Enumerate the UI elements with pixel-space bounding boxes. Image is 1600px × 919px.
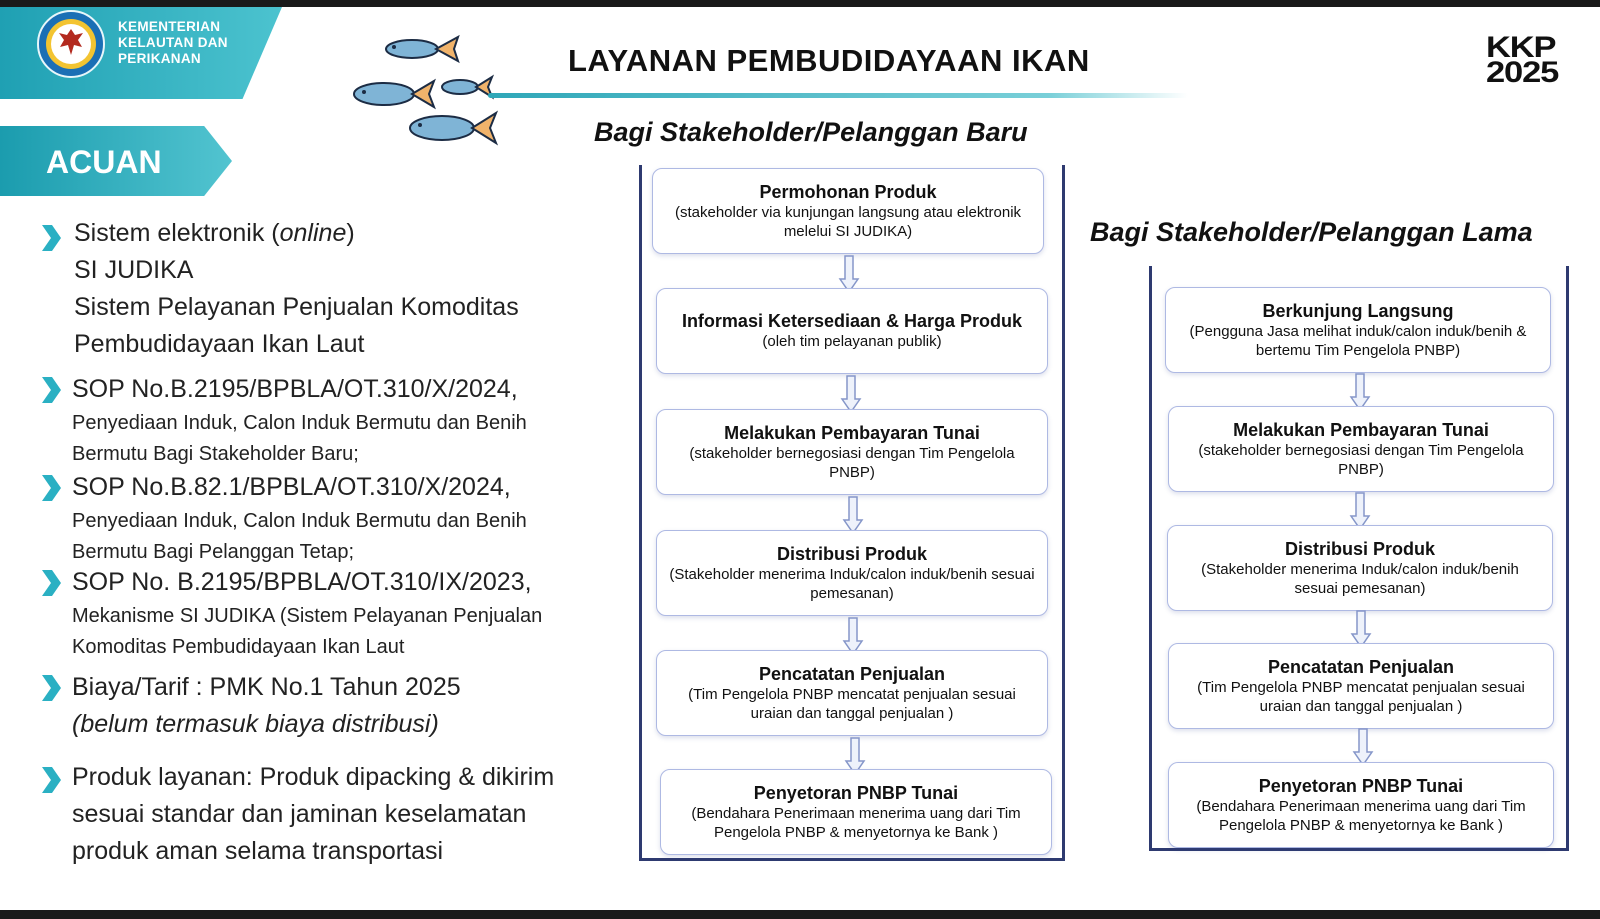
slide (0, 7, 1600, 910)
fish-icon (386, 37, 458, 61)
reference-heading: SOP No.B.82.1/BPBLA/OT.310/X/2024, (72, 473, 511, 501)
reference-heading: SOP No.B.2195/BPBLA/OT.310/X/2024, (72, 375, 518, 403)
reference-line: Sistem elektronik (online) (74, 219, 355, 247)
section-label: ACUAN (46, 144, 162, 180)
flow-step: Permohonan Produk (stakeholder via kunjungan langsung atau elektronik melelui SI JUDIKA) (652, 168, 1044, 254)
flow-step: Pencatatan Penjualan (Tim Pengelola PNBP mencatat penjualan sesuai uraian dan tanggal penjualan ) (656, 650, 1048, 736)
flow-step: Distribusi Produk (Stakeholder menerima Induk/calon induk/benih sesuai pemesanan) (1167, 525, 1553, 611)
title-underline (488, 93, 1188, 98)
fish-icon (410, 113, 496, 143)
chevron-bullet-icon (40, 375, 62, 405)
chevron-bullet-icon (40, 765, 62, 795)
reference-line: Penyediaan Induk, Calon Induk Bermutu dan Benih (72, 412, 527, 434)
down-arrow-icon (842, 496, 864, 534)
chevron-bullet-icon (40, 223, 62, 253)
reference-heading: SOP No. B.2195/BPBLA/OT.310/IX/2023, (72, 568, 532, 596)
reference-line: (belum termasuk biaya distribusi) (72, 710, 439, 738)
flow-step: Penyetoran PNBP Tunai (Bendahara Penerimaan menerima uang dari Tim Pengelola PNBP & menyetornya ke Bank ) (660, 769, 1052, 855)
chevron-bullet-icon (40, 568, 62, 598)
flow-step: Berkunjung Langsung (Pengguna Jasa melihat induk/calon induk/benih & bertemu Tim Pengelola PNBP) (1165, 287, 1551, 373)
reference-line: Komoditas Pembudidayaan Ikan Laut (72, 636, 405, 658)
page-title: LAYANAN PEMBUDIDAYAAN IKAN (568, 43, 1090, 78)
flow-step: Distribusi Produk (Stakeholder menerima Induk/calon induk/benih sesuai pemesanan) (656, 530, 1048, 616)
fish-icon (442, 77, 492, 97)
flow-existing-subtitle: Bagi Stakeholder/Pelanggan Lama (1090, 217, 1533, 247)
reference-line: Bermutu Bagi Stakeholder Baru; (72, 443, 359, 465)
chevron-bullet-icon (40, 473, 62, 503)
event-logo: KKP 2025 (1486, 31, 1559, 89)
reference-line: Penyediaan Induk, Calon Induk Bermutu dan Benih (72, 510, 527, 532)
reference-line: sesuai standar dan jaminan keselamatan (72, 800, 527, 828)
flow-step: Penyetoran PNBP Tunai (Bendahara Penerimaan menerima uang dari Tim Pengelola PNBP & menyetornya ke Bank ) (1168, 762, 1554, 848)
reference-heading: Biaya/Tarif : PMK No.1 Tahun 2025 (72, 673, 461, 701)
reference-line: SI JUDIKA (74, 256, 194, 284)
reference-line: Mekanisme SI JUDIKA (Sistem Pelayanan Penjualan (72, 605, 543, 627)
chevron-bullet-icon (40, 673, 62, 703)
flow-step: Pencatatan Penjualan (Tim Pengelola PNBP mencatat penjualan sesuai uraian dan tanggal penjualan ) (1168, 643, 1554, 729)
fish-icon (354, 81, 434, 107)
reference-line: Produk layanan: Produk dipacking & dikirim (72, 763, 555, 791)
fish-illustration (350, 27, 510, 155)
down-arrow-icon (840, 375, 862, 413)
reference-line: produk aman selama transportasi (72, 837, 444, 865)
reference-line: Bermutu Bagi Pelanggan Tetap; (72, 541, 355, 563)
ministry-name: KEMENTERIAN KELAUTAN DAN PERIKANAN (118, 19, 228, 66)
ministry-emblem-icon (36, 9, 106, 79)
down-arrow-icon (1352, 728, 1374, 766)
flow-step: Melakukan Pembayaran Tunai (stakeholder bernegosiasi dengan Tim Pengelola PNBP) (1168, 406, 1554, 492)
flow-step: Informasi Ketersediaan & Harga Produk (oleh tim pelayanan publik) (656, 288, 1048, 374)
flow-step: Melakukan Pembayaran Tunai (stakeholder bernegosiasi dengan Tim Pengelola PNBP) (656, 409, 1048, 495)
reference-line: Pembudidayaan Ikan Laut (74, 330, 365, 358)
flow-new-subtitle: Bagi Stakeholder/Pelanggan Baru (594, 117, 1028, 147)
reference-line: Sistem Pelayanan Penjualan Komoditas (74, 293, 519, 321)
